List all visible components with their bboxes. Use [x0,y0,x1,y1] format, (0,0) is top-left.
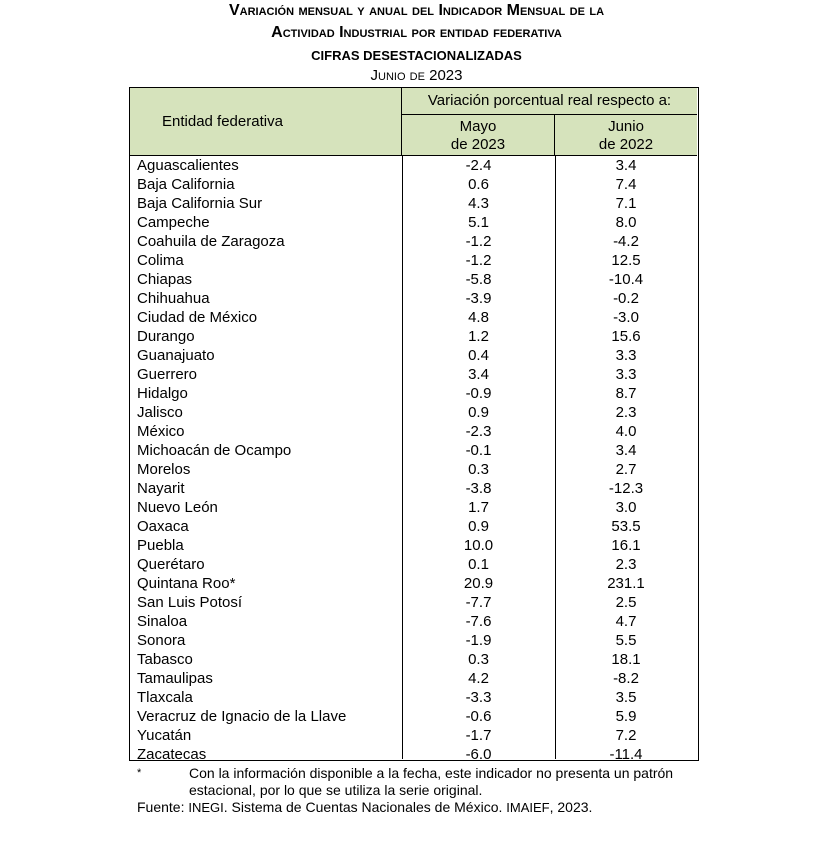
entity-name-cell: Chihuahua [137,290,210,307]
table-row [130,631,697,650]
june-2022-value-cell: -8.2 [613,670,639,687]
entity-name-cell: Baja California [137,176,235,193]
june-2022-value-cell: 3.3 [615,347,637,364]
june-2022-value-cell: 3.5 [615,689,637,706]
may-2023-value-cell: -2.3 [465,423,492,440]
table-row [130,555,697,574]
table-row [130,194,697,213]
table-row [130,707,697,726]
may-2023-value-cell: 0.1 [468,556,489,573]
report-period: Junio de 2023 [370,67,463,84]
june-2022-value-cell: 7.1 [615,195,637,212]
footnote-text: Con la información disponible a la fecha, este indicador no presenta un patrón estacional, por lo que se utiliza la serie original. [189,765,674,798]
table-row [130,669,697,688]
entity-name-cell: Coahuila de Zaragoza [137,233,285,250]
may-2023-value-cell: -0.1 [465,442,492,459]
table-row [130,745,697,764]
table-row [130,365,697,384]
table-row [130,251,697,270]
may-2023-value-cell: 1.7 [468,499,489,516]
entity-name-cell: Aguascalientes [137,157,239,174]
may-2023-value-cell: 0.3 [468,651,489,668]
may-2023-value-cell: 0.4 [468,347,489,364]
entity-name-cell: Morelos [137,461,191,478]
june-2022-value-cell: 5.5 [615,632,637,649]
june-2022-value-cell: 2.3 [615,404,637,421]
table-row [130,479,697,498]
june-2022-value-cell: 2.3 [615,556,637,573]
entity-name-cell: Colima [137,252,184,269]
entity-name-cell: Ciudad de México [137,309,258,326]
june-2022-value-cell: 3.4 [615,157,637,174]
table-row [130,270,697,289]
table-row [130,536,697,555]
june-2022-value-cell: 8.0 [615,214,637,231]
entity-name-cell: Baja California Sur [137,195,263,212]
report-subtitle: CIFRAS DESESTACIONALIZADAS [311,48,522,63]
june-2022-value-cell: 7.2 [615,727,637,744]
may-2023-value-cell: -7.7 [465,594,492,611]
entity-name-cell: Hidalgo [137,385,188,402]
entity-name-cell: Campeche [137,214,210,231]
may-2023-value-cell: 0.6 [468,176,489,193]
table-row [130,688,697,707]
table-row [130,213,697,232]
june-2022-value-cell: 231.1 [607,575,645,592]
source-series: IMAIEF [506,800,550,815]
footnote-mark: * [137,767,142,779]
may-2023-value-cell: -2.4 [465,157,492,174]
may-2023-value-cell: -3.9 [465,290,492,307]
may-2023-header-line1: Mayo [459,118,497,135]
table-row [130,650,697,669]
entity-name-cell: Tamaulipas [137,670,213,687]
may-2023-value-cell: 3.4 [468,366,489,383]
entity-name-cell: Tlaxcala [137,689,193,706]
may-2023-value-cell: 20.9 [463,575,494,592]
table-row [130,498,697,517]
june-2022-value-cell: 16.1 [611,537,641,554]
june-2022-value-cell: -10.4 [608,271,644,288]
june-2022-value-cell: 4.0 [615,423,637,440]
may-2023-header-line2: de 2023 [450,136,506,153]
source-note [137,798,592,817]
entity-name-cell: Durango [137,328,195,345]
may-2023-value-cell: 0.3 [468,461,489,478]
june-2022-value-cell: 2.7 [615,461,637,478]
may-2023-value-cell: -7.6 [465,613,492,630]
entity-name-cell: Guerrero [137,366,198,383]
may-2023-value-cell: 0.9 [468,404,489,421]
may-2023-value-cell: -0.9 [465,385,492,402]
table-row [130,441,697,460]
entity-name-cell: Nayarit [137,480,185,497]
source-label: Fuente: [137,799,185,815]
table-row [130,726,697,745]
june-2022-value-cell: -12.3 [608,480,644,497]
june-2022-value-cell: -4.2 [613,233,639,250]
may-2023-value-cell: -3.3 [465,689,492,706]
table-body [130,156,697,764]
june-2022-value-cell: 53.5 [611,518,641,535]
table-row [130,308,697,327]
june-2022-value-cell: -0.2 [613,290,639,307]
may-2023-value-cell: 10.0 [463,537,494,554]
table-row [130,574,697,593]
entity-name-cell: Sinaloa [137,613,188,630]
table-row [130,403,697,422]
table-row [130,327,697,346]
source-year: , 2023. [549,799,593,815]
entity-name-cell: Chiapas [137,271,193,288]
variation-group-header: Variación porcentual real respecto a: [402,88,697,115]
june-2022-value-cell: 7.4 [615,176,637,193]
may-2023-value-cell: 5.1 [468,214,489,231]
june-2022-value-cell: 15.6 [611,328,641,345]
report-title-line2: Actividad Industrial por entidad federativa [271,24,562,41]
may-2023-value-cell: -6.0 [465,746,492,763]
june-2022-value-cell: 5.9 [615,708,637,725]
june-2022-value-cell: 18.1 [611,651,641,668]
table-row [130,232,697,251]
june-2022-value-cell: 3.0 [615,499,637,516]
june-2022-column-header [555,115,697,156]
june-2022-header-line1: Junio [608,118,644,135]
table-row [130,612,697,631]
june-2022-value-cell: -11.4 [609,746,643,763]
table-row [130,593,697,612]
may-2023-value-cell: 0.9 [468,518,489,535]
entity-name-cell: Puebla [137,537,184,554]
may-2023-value-cell: -1.2 [465,252,492,269]
table-row [130,175,697,194]
june-2022-value-cell: -3.0 [613,309,639,326]
table-row [130,422,697,441]
table-row [130,289,697,308]
entity-name-cell: Sonora [137,632,186,649]
report-title-line1: Variación mensual y anual del Indicador Mensual de la [228,2,605,19]
entity-name-cell: Jalisco [137,404,183,421]
may-2023-value-cell: -1.7 [465,727,492,744]
table-row [130,156,697,175]
table-row [130,384,697,403]
entity-name-cell: Michoacán de Ocampo [137,442,292,459]
june-2022-value-cell: 3.3 [615,366,637,383]
entity-name-cell: Veracruz de Ignacio de la Llave [137,708,347,725]
june-2022-value-cell: 8.7 [615,385,637,402]
data-table [129,87,699,761]
may-2023-value-cell: -5.8 [465,271,492,288]
source-org: INEGI [188,800,224,815]
entity-column-header: Entidad federativa [130,88,402,156]
may-2023-value-cell: 1.2 [468,328,489,345]
may-2023-column-header [402,115,555,156]
june-2022-header-line2: de 2022 [598,136,654,153]
june-2022-value-cell: 3.4 [615,442,637,459]
table-row [130,460,697,479]
source-text: . Sistema de Cuentas Nacionales de México. [223,799,503,815]
may-2023-value-cell: -3.8 [465,480,492,497]
june-2022-value-cell: 12.5 [611,252,641,269]
may-2023-value-cell: -1.9 [465,632,492,649]
table-row [130,346,697,365]
entity-name-cell: Tabasco [137,651,193,668]
may-2023-value-cell: 4.8 [468,309,489,326]
entity-name-cell: Zacatecas [137,746,207,763]
entity-name-cell: Oaxaca [137,518,189,535]
entity-name-cell: San Luis Potosí [137,594,243,611]
entity-name-cell: México [137,423,185,440]
may-2023-value-cell: -1.2 [465,233,492,250]
table-row [130,517,697,536]
may-2023-value-cell: 4.3 [468,195,489,212]
may-2023-value-cell: 4.2 [468,670,489,687]
june-2022-value-cell: 2.5 [615,594,637,611]
may-2023-value-cell: -0.6 [465,708,492,725]
entity-name-cell: Yucatán [137,727,192,744]
entity-name-cell: Quintana Roo* [137,575,236,592]
entity-name-cell: Nuevo León [137,499,218,516]
entity-name-cell: Guanajuato [137,347,215,364]
june-2022-value-cell: 4.7 [615,613,637,630]
entity-name-cell: Querétaro [137,556,205,573]
